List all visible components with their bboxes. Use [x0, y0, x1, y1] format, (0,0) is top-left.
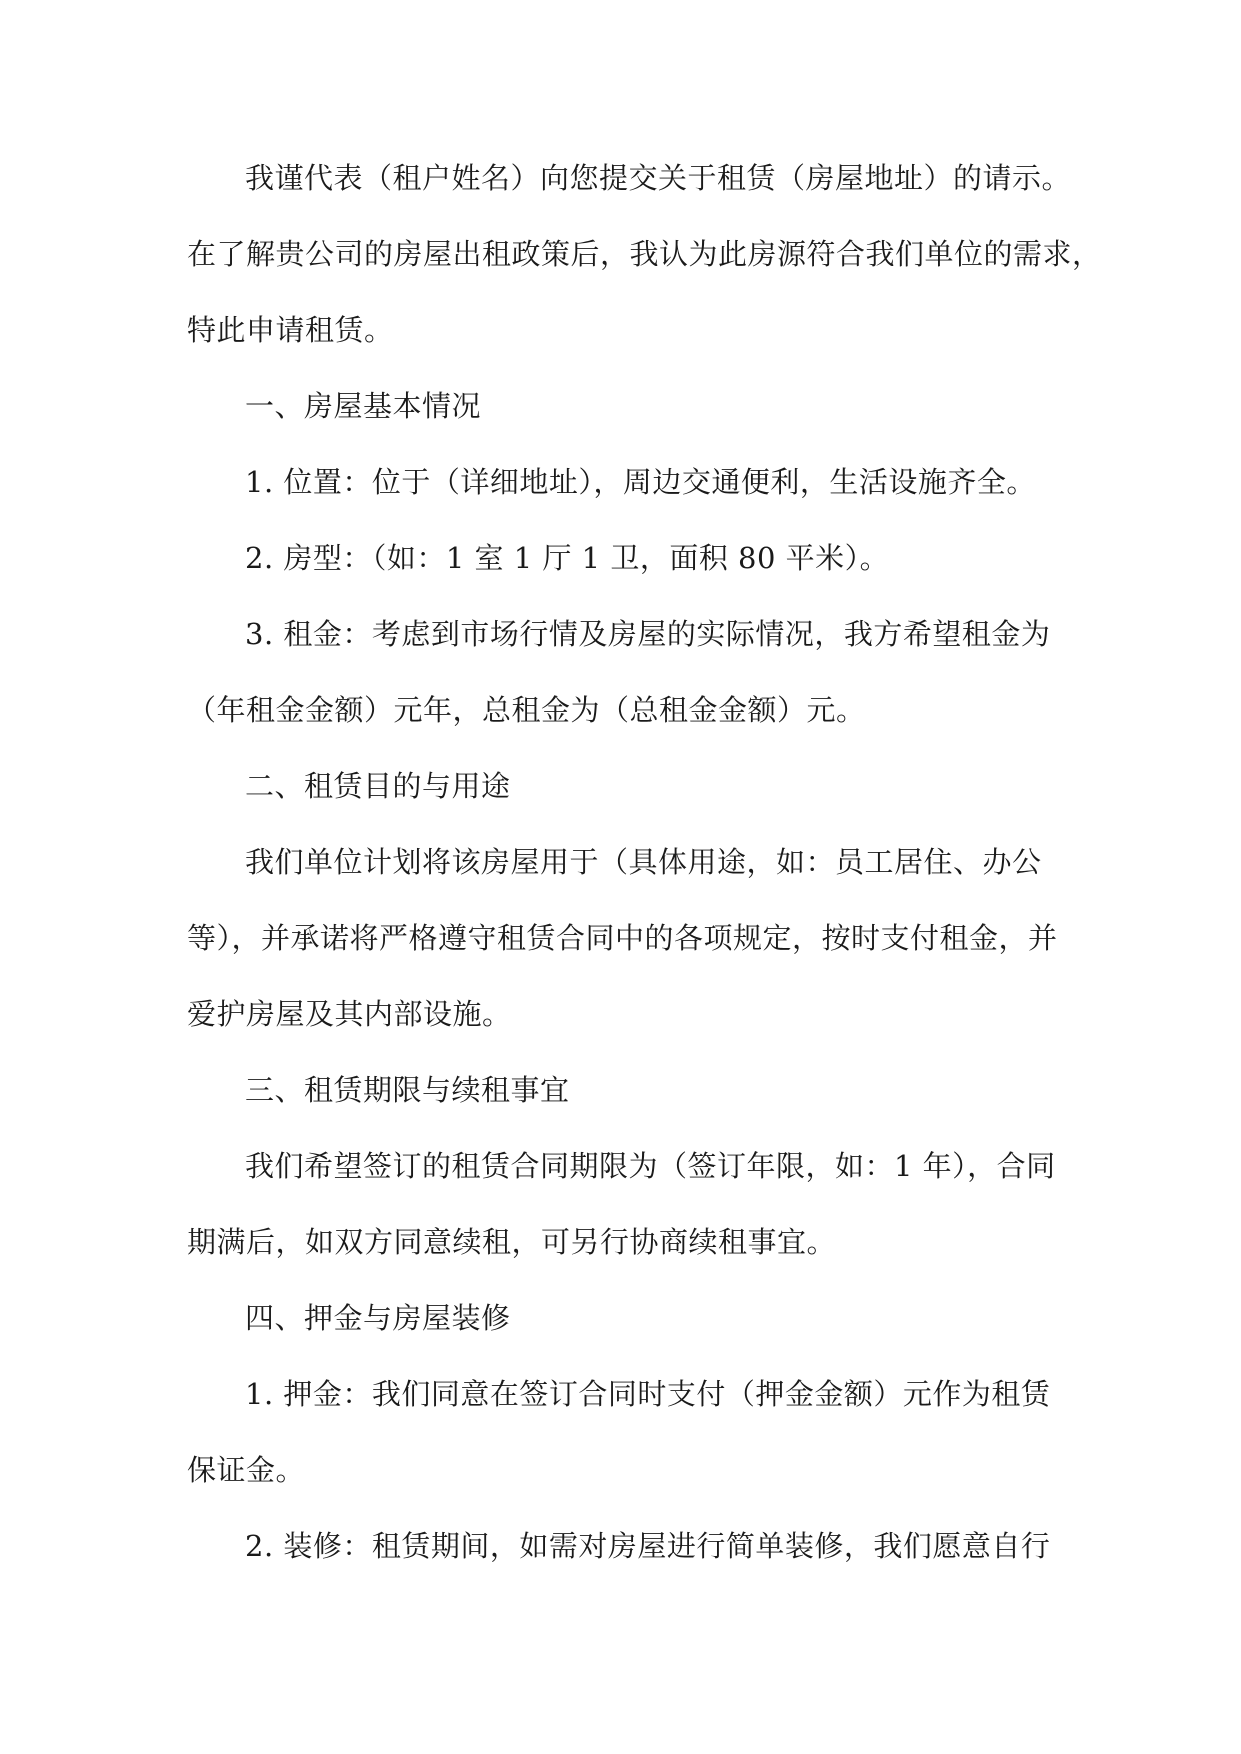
- section-heading: 三、租赁期限与续租事宜: [245, 1073, 570, 1107]
- paragraph-line: 保证金。: [187, 1453, 306, 1487]
- paragraph-line: 我谨代表（租户姓名）向您提交关于租赁（房屋地址）的请示。: [245, 161, 1072, 195]
- list-item: 2. 装修：租赁期间，如需对房屋进行简单装修，我们愿意自行: [245, 1529, 1051, 1563]
- section-heading: 二、租赁目的与用途: [245, 769, 511, 803]
- paragraph-line: 在了解贵公司的房屋出租政策后，我认为此房源符合我们单位的需求，: [187, 237, 1102, 271]
- paragraph-line: 爱护房屋及其内部设施。: [187, 997, 512, 1031]
- paragraph-line: 特此申请租赁。: [187, 313, 394, 347]
- section-heading: 一、房屋基本情况: [245, 389, 482, 423]
- paragraph-line: 我们希望签订的租赁合同期限为（签订年限，如：1 年），合同: [245, 1149, 1056, 1183]
- paragraph-line: 我们单位计划将该房屋用于（具体用途，如：员工居住、办公: [245, 845, 1042, 879]
- section-heading: 四、押金与房屋装修: [245, 1301, 511, 1335]
- list-item: 2. 房型：（如：1 室 1 厅 1 卫，面积 80 平米）。: [245, 541, 890, 575]
- list-item: 1. 位置：位于（详细地址），周边交通便利，生活设施齐全。: [245, 465, 1036, 499]
- list-item: 1. 押金：我们同意在签订合同时支付（押金金额）元作为租赁: [245, 1377, 1051, 1411]
- paragraph-line: 期满后，如双方同意续租，可另行协商续租事宜。: [187, 1225, 837, 1259]
- paragraph-line: （年租金金额）元年，总租金为（总租金金额）元。: [187, 693, 866, 727]
- list-item: 3. 租金：考虑到市场行情及房屋的实际情况，我方希望租金为: [245, 617, 1051, 651]
- document-body: [187, 140, 1102, 1584]
- paragraph-line: 等），并承诺将严格遵守租赁合同中的各项规定，按时支付租金，并: [187, 921, 1058, 955]
